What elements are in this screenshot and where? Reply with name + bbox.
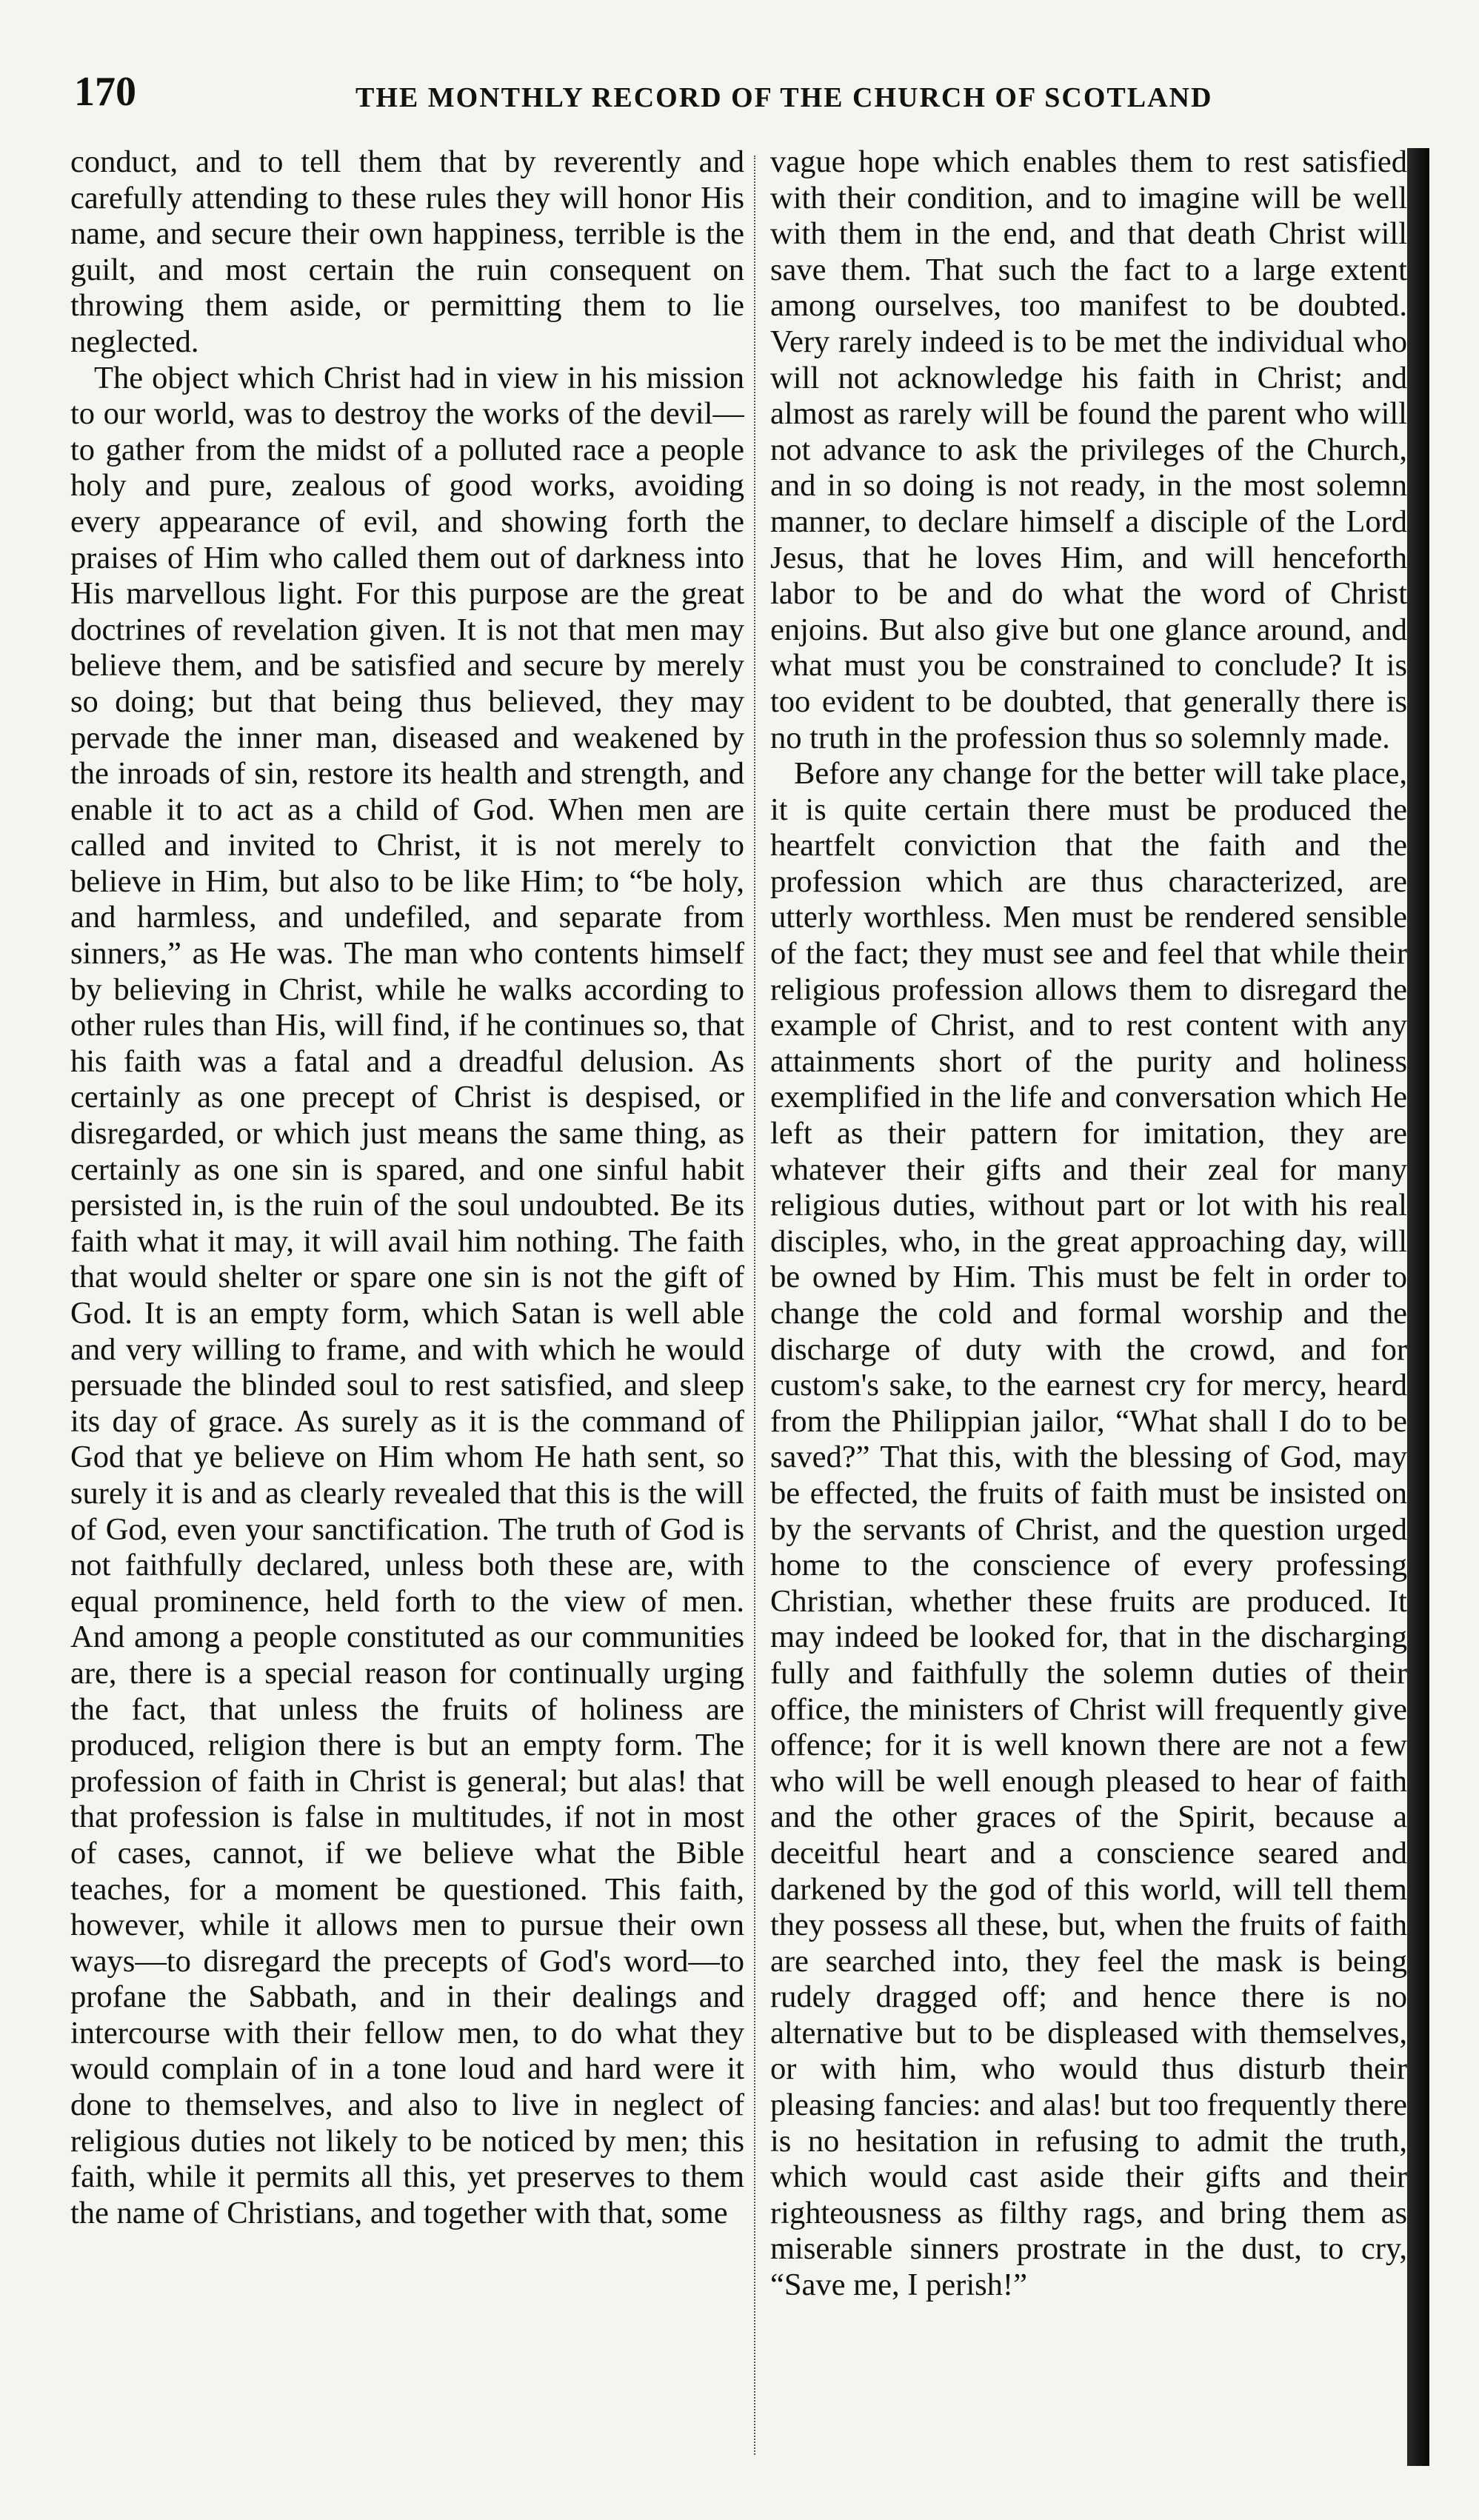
left-column bbox=[70, 144, 744, 2466]
right-paragraph-1: vague hope which enables them to rest satisfied with their condition, and to imagine will be well with them in the end, and that death Christ will save them. That such the fact to a large extent among ourselves, too manifest to be doubted. Very rarely indeed is to be met the individual who will not acknowledge his faith in Christ; and almost as rarely will be found the parent who will not advance to ask the privileges of the Church, and in so doing is not ready, in the most solemn manner, to declare himself a disciple of the Lord Jesus, that he loves Him, and will henceforth labor to be and do what the word of Christ enjoins. But also give but one glance around, and what must you be constrained to conclude? It is too evident to be doubted, that generally there is no truth in the profession thus so solemnly made. bbox=[770, 144, 1407, 755]
page-number: 170 bbox=[74, 69, 136, 115]
binding-edge-shadow bbox=[1407, 148, 1429, 2466]
running-head: THE MONTHLY RECORD OF THE CHURCH OF SCOTLAND bbox=[355, 82, 1213, 113]
right-paragraph-2: Before any change for the better will take place, it is quite certain there must be produced the heartfelt conviction that the faith and the profession which are thus characterized, are utterly worthless. Men must be rendered sensible of the fact; they must see and feel that while their religious profession allows them to disregard the example of Christ, and to rest content with any attainments short of the purity and holiness exemplified in the life and conversation which He left as their pattern for imitation, they are whatever their gifts and their zeal for many religious duties, without part or lot with his real disciples, who, in the great approaching day, will be owned by Him. This must be felt in order to change the cold and formal worship and the discharge of duty with the crowd, and for custom's sake, to the earnest cry for mercy, heard from the Philippian jailor, “What shall I do to be saved?” That this, with the blessing of God, may be effected, the fruits of faith must be insisted on by the servants of Christ, and the question urged home to the conscience of every professing Christian, whether these fruits are produced. It may indeed be looked for, that in the discharging fully and faithfully the solemn duties of their office, the ministers of Christ will frequently give offence; for it is well known there are not a few who will be well enough pleased to hear of faith and the other graces of the Spirit, because a deceitful heart and a conscience seared and darkened by the god of this world, will tell them they possess all these, but, when the fruits of faith are searched into, they feel the mask is being rudely dragged off; and hence there is no alternative but to be displeased with themselves, or with him, who would thus disturb their pleasing fancies: and alas! but too frequently there is no hesitation in refusing to admit the truth, which would cast aside their gifts and their righteousness as filthy rags, and bring them as miserable sinners prostrate in the dust, to cry, “Save me, I perish!” bbox=[770, 756, 1407, 2303]
column-divider bbox=[754, 156, 755, 2455]
left-paragraph-2: The object which Christ had in view in his mission to our world, was to destroy the works of the devil—to gather from the midst of a polluted race a people holy and pure, zealous of good works, avoiding every appearance of evil, and showing forth the praises of Him who called them out of darkness into His marvellous light. For this purpose are the great doctrines of revelation given. It is not that men may believe them, and be satisfied and secure by merely so doing; but that being thus believed, they may pervade the inner man, diseased and weakened by the inroads of sin, restore its health and strength, and enable it to act as a child of God. When men are called and invited to Christ, it is not merely to believe in Him, but also to be like Him; to “be holy, and harmless, and undefiled, and separate from sinners,” as He was. The man who contents himself by believing in Christ, while he walks according to other rules than His, will find, if he continues so, that his faith was a fatal and a dreadful delusion. As certainly as one precept of Christ is despised, or disregarded, or which just means the same thing, as certainly as one sin is spared, and one sinful habit persisted in, is the ruin of the soul undoubted. Be its faith what it may, it will avail him nothing. The faith that would shelter or spare one sin is not the gift of God. It is an empty form, which Satan is well able and very willing to frame, and with which he would persuade the blinded soul to rest satisfied, and sleep its day of grace. As surely as it is the command of God that ye believe on Him whom He hath sent, so surely it is and as clearly revealed that this is the will of God, even your sanctification. The truth of God is not faithfully declared, unless both these are, with equal prominence, held forth to the view of men. And among a people constituted as our communities are, there is a special reason for continually urging the fact, that unless the fruits of holiness are produced, religion there is but an empty form. The profession of faith in Christ is general; but alas! that that profession is false in multitudes, if not in most of cases, cannot, if we believe what the Bible teaches, for a moment be questioned. This faith, however, while it allows men to pursue their own ways—to disregard the precepts of God's word—to profane the Sabbath, and in their dealings and intercourse with their fellow men, to do what they would complain of in a tone loud and hard were it done to themselves, and also to live in neglect of religious duties not likely to be noticed by men; this faith, while it permits all this, yet preserves to them the name of Christians, and together with that, some bbox=[70, 360, 744, 2230]
right-column bbox=[770, 144, 1407, 2466]
page-header bbox=[44, 68, 1392, 120]
left-paragraph-1: conduct, and to tell them that by reverently and carefully attending to these rules they will honor His name, and secure their own happiness, terrible is the guilt, and most certain the ruin consequent on throwing them aside, or permitting them to lie neglected. bbox=[70, 144, 744, 359]
